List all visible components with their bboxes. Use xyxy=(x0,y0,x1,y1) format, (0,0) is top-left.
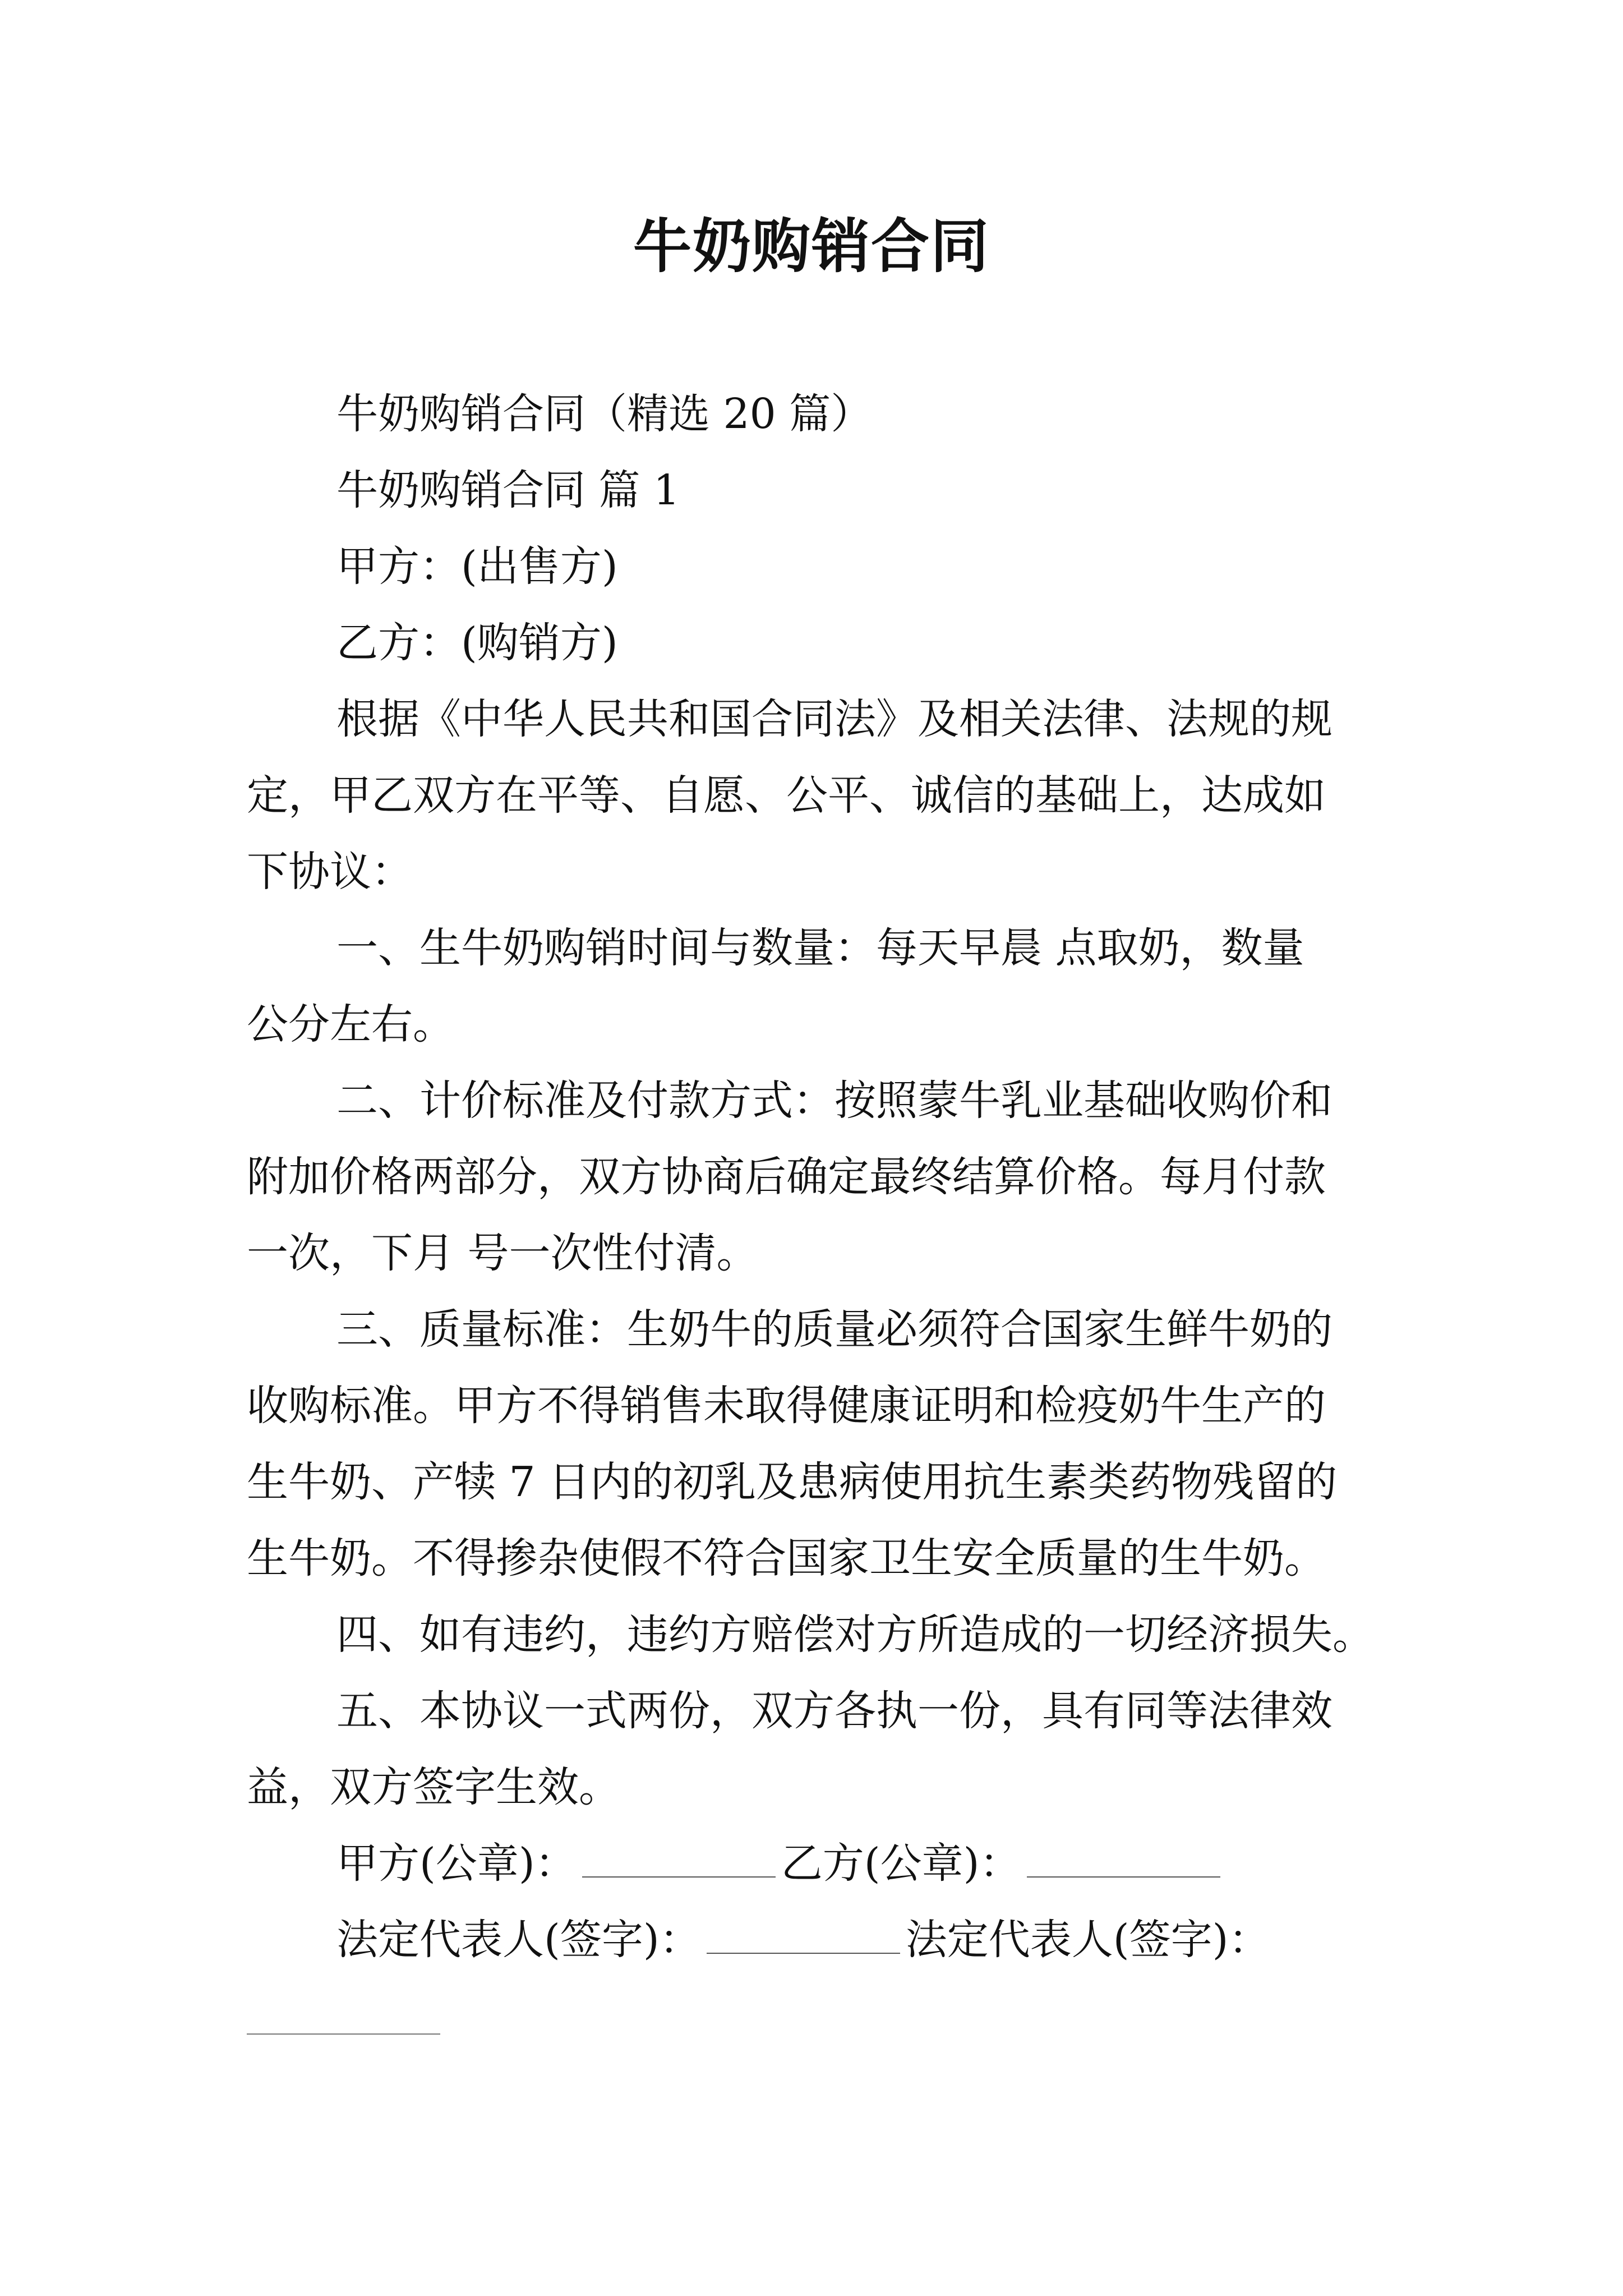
rep-a-label: 法定代表人(签字)： xyxy=(336,1916,701,1964)
intro-paragraph-line: 下协议： xyxy=(247,848,413,896)
clause-3-line: 生牛奶。不得掺杂使假不符合国家卫生安全质量的生牛奶。 xyxy=(247,1534,1326,1582)
clause-3-line: 三、质量标准：生奶牛的质量必须符合国家生鲜牛奶的 xyxy=(336,1305,1332,1354)
clause-1-line: 公分左右。 xyxy=(247,1000,454,1048)
party-b-line: 乙方：(购销方) xyxy=(336,619,618,667)
seal-signature-row xyxy=(336,1825,1481,1902)
clause-4-line: 四、如有违约，违约方赔偿对方所造成的一切经济损失。 xyxy=(336,1611,1374,1659)
clause-5-line: 五、本协议一式两份，双方各执一份，具有同等法律效 xyxy=(336,1687,1332,1735)
section-heading: 牛奶购销合同 篇 1 xyxy=(336,466,680,514)
party-a-line: 甲方：(出售方) xyxy=(336,542,618,591)
seal-b-blank[interactable] xyxy=(1027,1835,1220,1878)
seal-a-label: 甲方(公章)： xyxy=(336,1839,577,1888)
clause-3-line: 收购标准。甲方不得销售未取得健康证明和检疫奶牛生产的 xyxy=(247,1382,1326,1430)
clause-3-line: 生牛奶、产犊 7 日内的初乳及患病使用抗生素类药物残留的 xyxy=(247,1458,1338,1506)
seal-b-label: 乙方(公章)： xyxy=(781,1839,1021,1888)
document-title: 牛奶购销合同 xyxy=(633,211,990,280)
clause-2-line: 一次，下月 号一次性付清。 xyxy=(247,1229,758,1277)
seal-a-blank[interactable] xyxy=(582,1835,776,1878)
rep-a-blank[interactable] xyxy=(707,1911,900,1954)
clause-2-line: 附加价格两部分，双方协商后确定最终结算价格。每月付款 xyxy=(247,1153,1326,1201)
clause-5-line: 益，双方签字生效。 xyxy=(247,1763,620,1811)
intro-paragraph-line: 根据《中华人民共和国合同法》及相关法律、法规的规 xyxy=(336,695,1332,743)
clause-2-line: 二、计价标准及付款方式：按照蒙牛乳业基础收购价和 xyxy=(336,1076,1332,1125)
clause-1-line: 一、生牛奶购销时间与数量：每天早晨 点取奶，数量 xyxy=(336,924,1304,972)
rep-b-label: 法定代表人(签字)： xyxy=(905,1916,1270,1964)
representative-signature-row xyxy=(336,1902,1481,1978)
rep-b-blank[interactable] xyxy=(247,2033,440,2035)
intro-paragraph-line: 定，甲乙双方在平等、自愿、公平、诚信的基础上，达成如 xyxy=(247,771,1326,820)
subtitle: 牛奶购销合同（精选 20 篇） xyxy=(336,390,873,438)
